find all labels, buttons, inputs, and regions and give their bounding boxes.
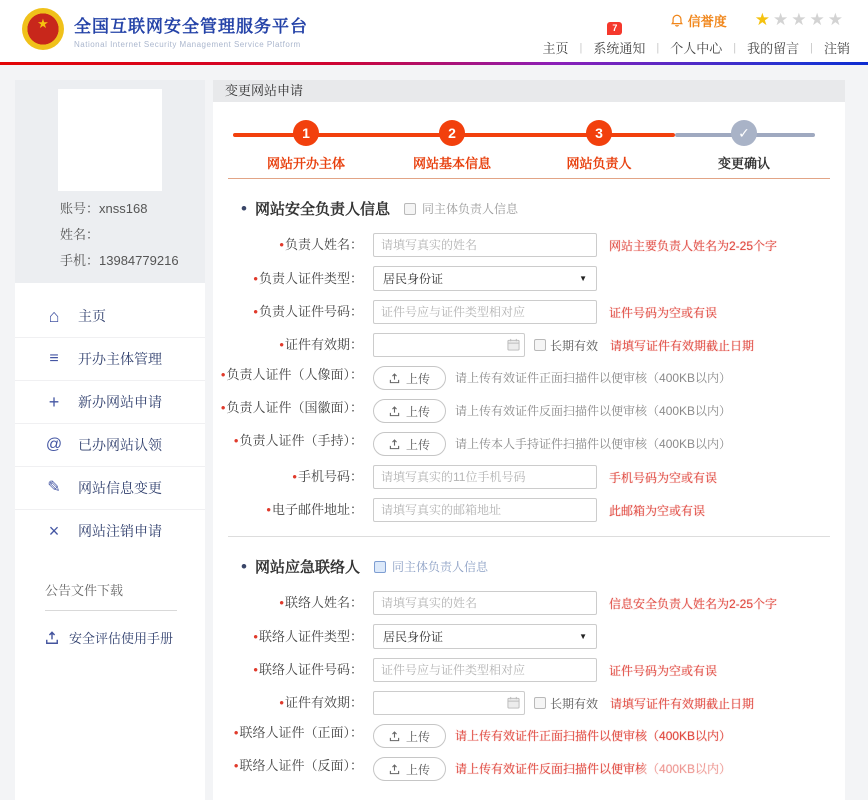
section-header xyxy=(241,198,845,219)
upload-hint: 请上传有效证件反面扫描件以便审核（400KB以内） xyxy=(455,404,732,418)
field-label: •负责人证件类型： xyxy=(253,270,363,286)
field-label: •负责人证件（国徽面）： xyxy=(220,400,363,415)
field-label: •证件有效期： xyxy=(279,695,363,710)
upload-button-label: 上传 xyxy=(406,404,431,419)
upload-icon xyxy=(389,439,400,450)
email-input[interactable] xyxy=(373,498,597,522)
bullet-icon: • xyxy=(241,557,247,576)
upload-emblem-button[interactable] xyxy=(373,399,446,423)
section-title: 网站应急联络人 xyxy=(254,559,360,576)
brand xyxy=(22,8,308,50)
download-manual-link[interactable] xyxy=(45,628,205,647)
nav-personal-center[interactable]: 个人中心 xyxy=(670,41,723,56)
field-label: •电子邮件地址： xyxy=(266,502,363,517)
required-marker: • xyxy=(292,469,297,484)
upload-hint: 请上传有效证件正面扫描件以便审核（400KB以内） xyxy=(455,729,732,743)
select-value: 居民身份证 xyxy=(383,630,444,644)
credibility-area xyxy=(670,10,846,30)
step-indicator xyxy=(228,102,830,179)
required-marker: • xyxy=(233,433,239,448)
field-label: •证件有效期： xyxy=(279,337,363,352)
calendar-icon[interactable] xyxy=(507,696,520,709)
sidebar-item-site-cancel[interactable] xyxy=(15,509,205,552)
star-icon: ★ xyxy=(754,10,773,29)
select-value: 居民身份证 xyxy=(383,272,444,286)
sidebar-menu xyxy=(15,295,205,552)
credibility-stars xyxy=(755,10,846,30)
upload-icon xyxy=(389,406,400,417)
step-1 xyxy=(254,120,358,172)
page-title: 变更网站申请 xyxy=(213,80,845,102)
header xyxy=(0,0,868,62)
sidebar-item-label: 网站注销申请 xyxy=(78,523,162,539)
field-label: •负责人证件（手持）： xyxy=(233,433,363,448)
step-1-circle: 1 xyxy=(293,120,319,146)
validation-note: 此邮箱为空或有误 xyxy=(609,503,706,518)
phone-value: 13984779216 xyxy=(99,253,179,268)
bullet-icon: • xyxy=(241,199,247,218)
long-term-valid xyxy=(534,695,598,712)
nav-notifications-wrap xyxy=(593,23,646,57)
upload-icon xyxy=(389,373,400,384)
profile-phone: 手机：13984779216 xyxy=(60,253,179,268)
same-as-entity-label: 同主体负责人信息 xyxy=(391,560,488,574)
date-field xyxy=(373,691,525,715)
upload-handheld-button[interactable] xyxy=(373,432,446,456)
chevron-down-icon: ▼ xyxy=(579,632,587,641)
emblem-star-icon: ★ xyxy=(37,16,49,31)
notification-badge: 7 xyxy=(607,22,622,35)
credibility xyxy=(670,11,727,30)
credibility-label: 信誉度 xyxy=(687,13,727,29)
download-item-label: 安全评估使用手册 xyxy=(69,631,174,646)
field-label: •联络人姓名： xyxy=(279,595,363,610)
form-row-responsible-validity xyxy=(213,333,845,357)
check-icon: ✓ xyxy=(731,120,757,146)
upload-button-label: 上传 xyxy=(406,729,431,744)
same-as-entity-checkbox[interactable] xyxy=(404,203,416,215)
profile-card xyxy=(15,80,205,283)
calendar-icon[interactable] xyxy=(507,338,520,351)
form-row-cert-portrait xyxy=(213,366,845,390)
chevron-down-icon: ▼ xyxy=(579,274,587,283)
upload-hint: 请上传有效证件正面扫描件以便审核（400KB以内） xyxy=(455,371,732,385)
star-icon: ★ xyxy=(809,10,828,29)
field-label: •联络人证件（反面）： xyxy=(233,758,363,773)
validation-note: 证件号码为空或有误 xyxy=(609,305,718,320)
step-1-label: 网站开办主体 xyxy=(266,156,345,171)
nav-separator: | xyxy=(656,41,660,54)
downloads-title: 公告文件下载 xyxy=(45,580,177,611)
required-marker: • xyxy=(279,595,284,610)
required-marker: • xyxy=(253,304,258,319)
upload-button-label: 上传 xyxy=(406,437,431,452)
sidebar-item-entity-management[interactable] xyxy=(15,337,205,380)
home-icon: ⌂ xyxy=(48,306,60,326)
validation-note: 手机号码为空或有误 xyxy=(609,470,718,485)
star-icon: ★ xyxy=(773,10,792,29)
upload-front-button[interactable] xyxy=(373,724,446,748)
list-icon: ≡ xyxy=(49,350,59,367)
phone-input[interactable] xyxy=(373,465,597,489)
profile-name: 姓名： xyxy=(60,227,100,242)
step-4 xyxy=(692,120,796,172)
sidebar-item-label: 网站信息变更 xyxy=(78,480,162,496)
star-icon: ★ xyxy=(791,10,810,29)
sidebar-item-label: 已办网站认领 xyxy=(78,437,162,453)
validation-note: 请填写证件有效期截止日期 xyxy=(610,338,755,353)
sidebar-item-site-info-change[interactable] xyxy=(15,466,205,509)
nav-home[interactable]: 主页 xyxy=(542,41,569,56)
contact-cert-number-input[interactable] xyxy=(373,658,597,682)
top-nav xyxy=(542,23,850,57)
nav-notifications[interactable]: 系统通知 xyxy=(593,41,646,56)
responsible-name-input[interactable] xyxy=(373,233,597,257)
download-icon xyxy=(45,631,59,645)
step-3 xyxy=(547,120,651,172)
required-marker: • xyxy=(279,237,284,252)
upload-icon xyxy=(389,764,400,775)
at-icon: @ xyxy=(45,436,63,453)
long-term-label: 长期有效 xyxy=(550,338,599,353)
downloads-section xyxy=(15,580,205,647)
sidebar-item-label: 新办网站申请 xyxy=(78,394,162,410)
nav-my-messages[interactable]: 我的留言 xyxy=(747,41,800,56)
main-panel xyxy=(213,80,845,800)
section-title: 网站安全负责人信息 xyxy=(254,201,390,218)
form-row-phone xyxy=(213,465,845,489)
field-label: •负责人证件（人像面）： xyxy=(220,367,363,382)
form-row-responsible-cert-type xyxy=(213,266,845,291)
edit-icon: ✎ xyxy=(47,479,61,496)
required-marker: • xyxy=(220,400,226,415)
national-emblem-logo xyxy=(22,8,64,50)
required-marker: • xyxy=(253,662,258,677)
field-label: •联络人证件号码： xyxy=(253,662,363,677)
sidebar-item-home[interactable] xyxy=(15,295,205,337)
required-marker: • xyxy=(279,695,284,710)
section-header xyxy=(241,556,845,577)
validation-note: 网站主要负责人姓名为2-25个字 xyxy=(609,238,778,253)
required-marker: • xyxy=(266,502,271,517)
responsible-cert-type-select[interactable] xyxy=(373,266,597,291)
content xyxy=(0,65,868,800)
nav-separator: | xyxy=(579,41,583,54)
responsible-validity-date-input[interactable] xyxy=(373,333,525,357)
required-marker: • xyxy=(279,337,284,352)
form-row-contact-validity xyxy=(213,691,845,715)
form-row-contact-cert-type xyxy=(213,624,845,649)
form-row-contact-cert-front xyxy=(213,724,845,748)
section-security-responsible xyxy=(213,179,845,522)
field-label: •联络人证件类型： xyxy=(253,628,363,644)
upload-back-button[interactable] xyxy=(373,757,446,781)
step-3-circle: 3 xyxy=(586,120,612,146)
form-row-cert-handheld xyxy=(213,432,845,456)
upload-icon xyxy=(389,731,400,742)
upload-hint: 请上传本人手持证件扫描件以便审核（400KB以内） xyxy=(455,437,732,451)
contact-name-input[interactable] xyxy=(373,591,597,615)
star-icon: ★ xyxy=(827,10,846,29)
same-as-entity-checkbox[interactable] xyxy=(374,561,386,573)
section-emergency-contact xyxy=(213,537,845,781)
responsible-cert-number-input[interactable] xyxy=(373,300,597,324)
nav-separator: | xyxy=(733,41,737,54)
contact-cert-type-select[interactable] xyxy=(373,624,597,649)
sidebar-item-label: 开办主体管理 xyxy=(78,351,162,367)
validation-note: 信息安全负责人姓名为2-25个字 xyxy=(609,596,778,611)
long-term-valid xyxy=(534,337,598,354)
upload-hint: 请上传有效证件反面扫描件以便审核（400KB以内） xyxy=(455,762,732,776)
long-term-checkbox[interactable] xyxy=(534,339,546,351)
close-icon: × xyxy=(48,521,60,541)
step-4-label: 变更确认 xyxy=(717,156,770,171)
step-2-label: 网站基本信息 xyxy=(412,156,491,171)
sidebar xyxy=(15,80,205,800)
sidebar-item-label: 主页 xyxy=(78,308,106,324)
brand-text xyxy=(74,8,308,49)
form-row-responsible-name xyxy=(213,233,845,257)
sidebar-item-claim-site[interactable] xyxy=(15,423,205,466)
nav-separator: | xyxy=(810,41,813,54)
nav-logout[interactable]: 注销 xyxy=(823,41,850,56)
contact-validity-date-input[interactable] xyxy=(373,691,525,715)
date-field xyxy=(373,333,525,357)
upload-button-label: 上传 xyxy=(406,371,431,386)
bell-icon xyxy=(670,13,684,28)
field-label: •联络人证件（正面）： xyxy=(233,725,363,740)
account-value: xnss168 xyxy=(99,201,148,216)
validation-note: 证件号码为空或有误 xyxy=(609,663,718,678)
form-row-contact-cert-number xyxy=(213,658,845,682)
long-term-checkbox[interactable] xyxy=(534,697,546,709)
required-marker: • xyxy=(220,367,226,382)
step-2 xyxy=(400,120,504,172)
form-row-contact-cert-back xyxy=(213,757,845,781)
profile-account: 账号：xnss168 xyxy=(60,201,148,216)
form-row-contact-name xyxy=(213,591,845,615)
form-row-cert-emblem xyxy=(213,399,845,423)
sidebar-item-new-site[interactable] xyxy=(15,380,205,423)
required-marker: • xyxy=(233,758,239,773)
field-label: •手机号码： xyxy=(292,469,363,484)
form-row-email xyxy=(213,498,845,522)
field-label: •负责人证件号码： xyxy=(253,304,363,319)
required-marker: • xyxy=(233,725,239,740)
avatar xyxy=(58,89,162,191)
validation-note: 请填写证件有效期截止日期 xyxy=(610,696,755,711)
upload-portrait-button[interactable] xyxy=(373,366,446,390)
same-as-entity-label: 同主体负责人信息 xyxy=(421,202,518,216)
required-marker: • xyxy=(253,628,258,644)
form-row-responsible-cert-number xyxy=(213,300,845,324)
step-2-circle: 2 xyxy=(439,120,465,146)
plus-icon: + xyxy=(48,392,60,412)
step-3-label: 网站负责人 xyxy=(566,156,632,171)
upload-button-label: 上传 xyxy=(406,762,431,777)
long-term-label: 长期有效 xyxy=(550,696,599,711)
field-label: •负责人姓名： xyxy=(279,237,363,252)
site-title: 全国互联网安全管理服务平台 xyxy=(74,17,308,36)
site-subtitle: National Internet Security Management Service Platform xyxy=(74,40,301,49)
required-marker: • xyxy=(253,270,258,286)
